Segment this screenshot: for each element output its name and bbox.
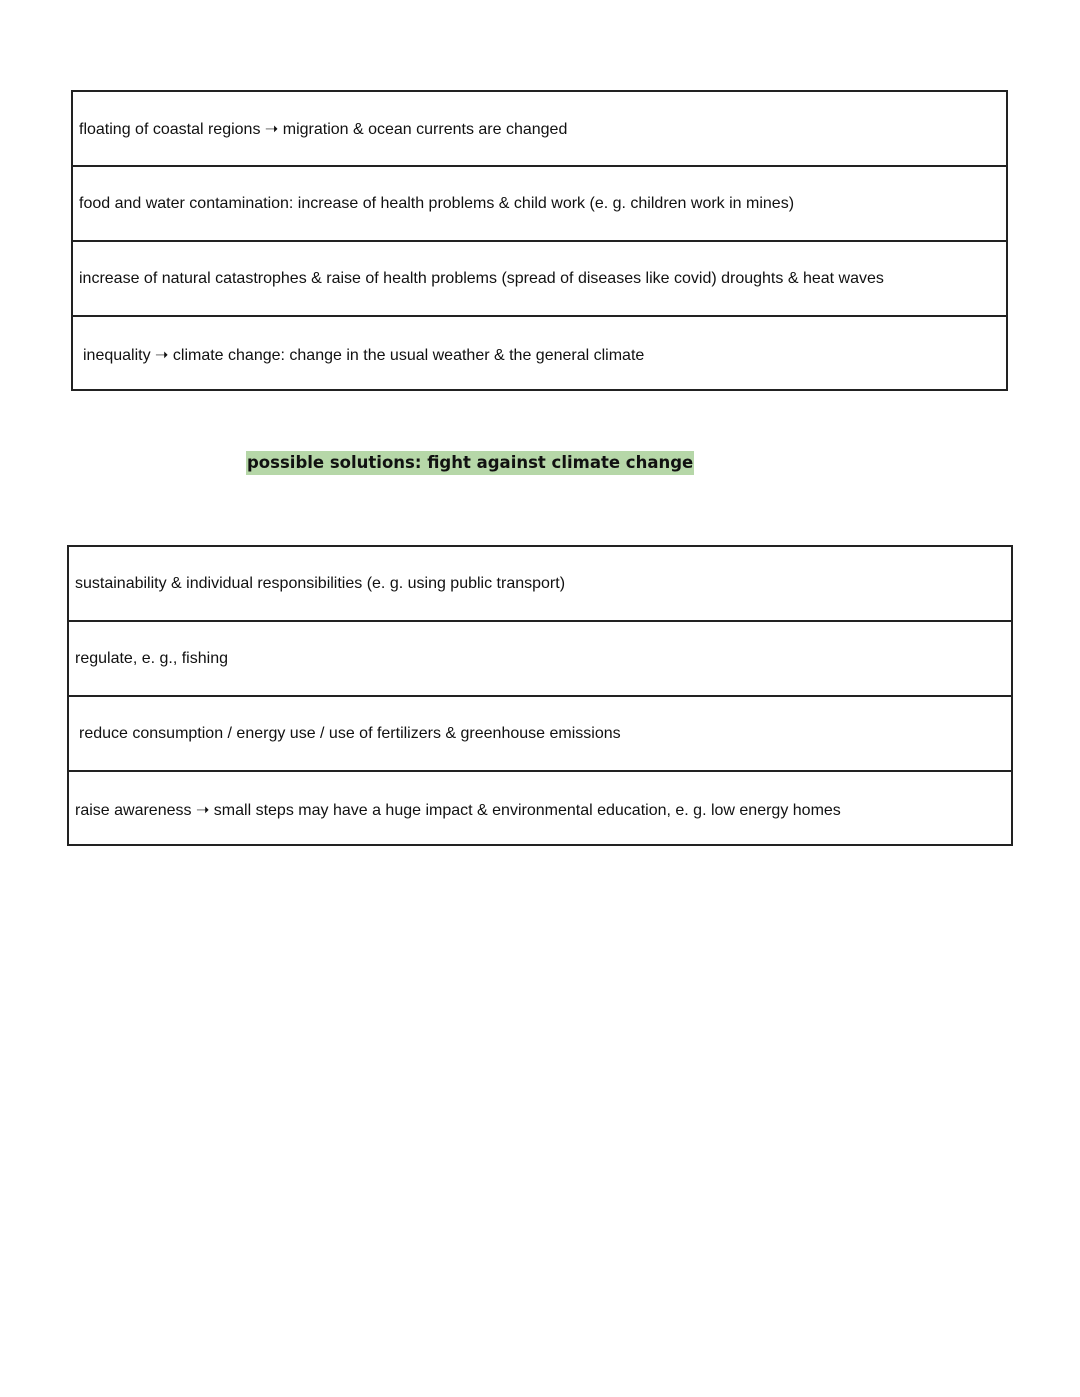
solutions-heading <box>246 451 694 475</box>
solutions-table <box>67 545 1013 846</box>
solutions-row-text: sustainability & individual responsibilities (e. g. using public transport) <box>75 574 566 592</box>
effects-row-text: floating of coastal regions ➝ migration & ocean currents are changed <box>79 120 568 138</box>
solutions-row-3 <box>69 697 1011 772</box>
solutions-row-text: reduce consumption / energy use / use of fertilizers & greenhouse emissions <box>79 724 621 742</box>
solutions-row-1 <box>69 547 1011 622</box>
effects-row-text: increase of natural catastrophes & raise of health problems (spread of diseases like covid) droughts & heat waves <box>79 269 884 287</box>
effects-row-3 <box>73 242 1006 317</box>
effects-row-text: inequality ➝ climate change: change in the usual weather & the general climate <box>83 346 645 364</box>
solutions-row-4 <box>69 772 1011 847</box>
effects-row-text: food and water contamination: increase of health problems & child work (e. g. children work in mines) <box>79 194 795 212</box>
solutions-row-text: regulate, e. g., fishing <box>75 649 228 667</box>
effects-row-4 <box>73 317 1006 392</box>
solutions-row-2 <box>69 622 1011 697</box>
solutions-heading-text: possible solutions: fight against climate change <box>247 453 694 472</box>
solutions-row-text: raise awareness ➝ small steps may have a huge impact & environmental education, e. g. low energy homes <box>75 801 841 819</box>
effects-row-2 <box>73 167 1006 242</box>
effects-row-1 <box>73 92 1006 167</box>
effects-table <box>71 90 1008 391</box>
